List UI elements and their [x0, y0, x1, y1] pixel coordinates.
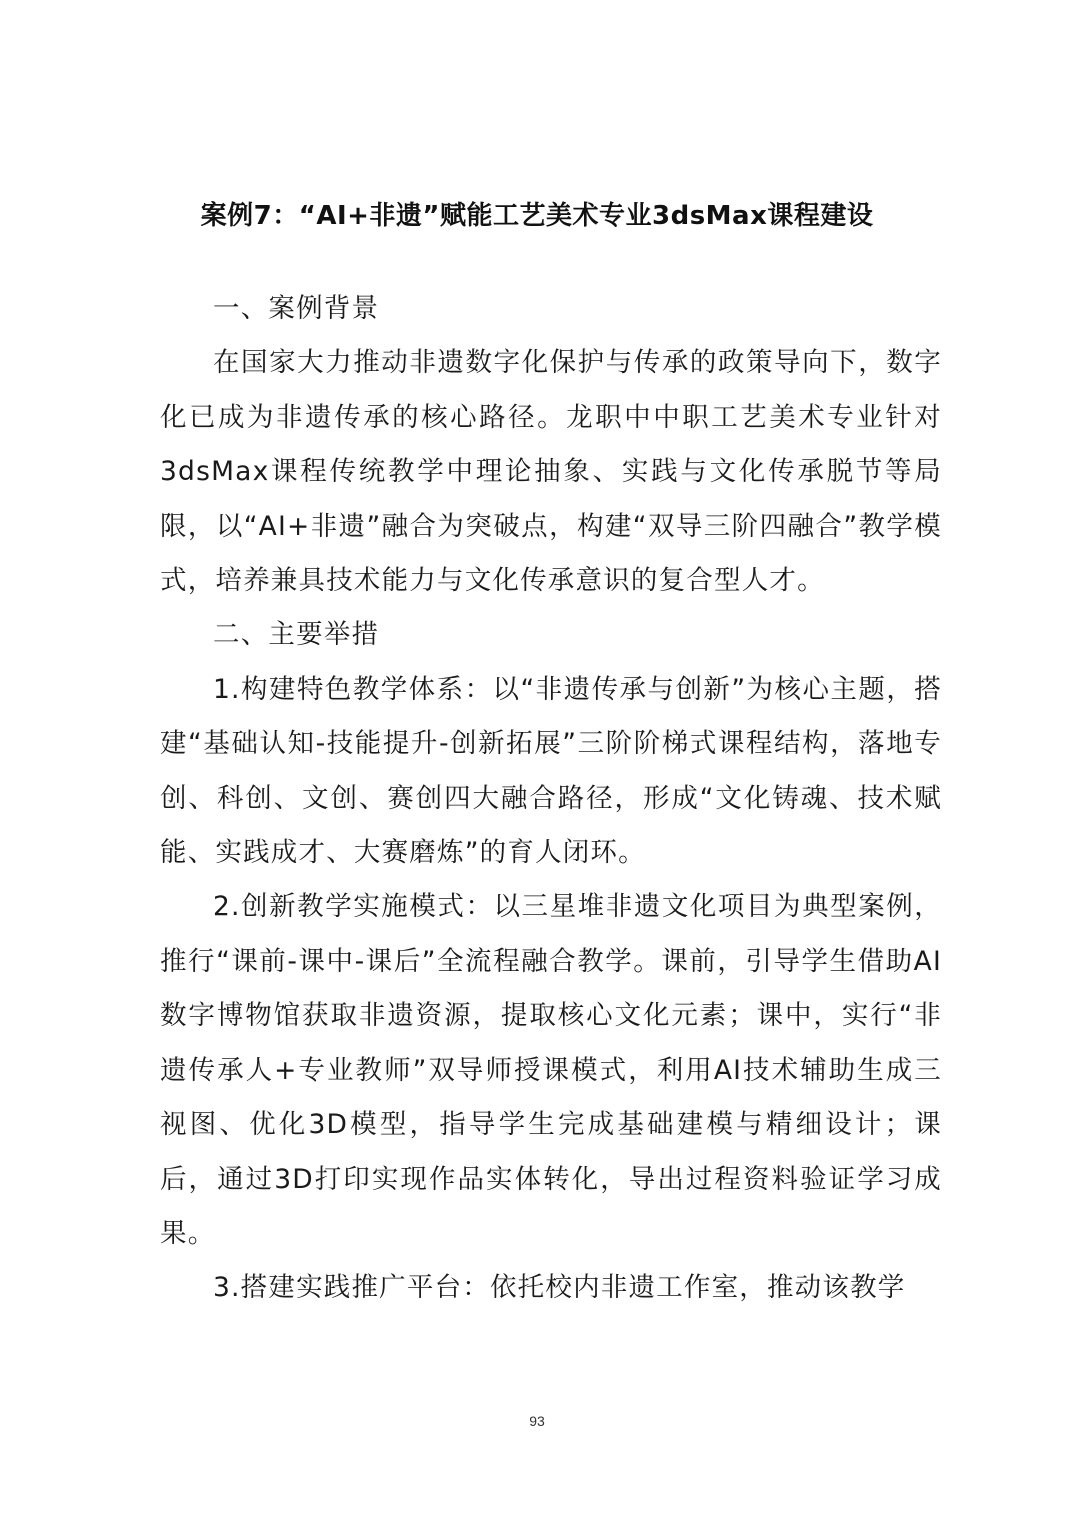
paragraph-measure-1: 1.构建特色教学体系：以“非遗传承与创新”为核心主题，搭建“基础认知-技能提升-创新拓展”三阶阶梯式课程结构，落地专创、科创、文创、赛创四大融合路径，形成“文化铸魂、技术赋能、实践成才、大赛磨炼”的育人闭环。: [160, 673, 942, 869]
document-body: [160, 282, 942, 1316]
page-number: 93: [529, 1413, 545, 1429]
paragraph-background: 在国家大力推动非遗数字化保护与传承的政策导向下，数字化已成为非遗传承的核心路径。龙职中中职工艺美术专业针对3dsMax课程传统教学中理论抽象、实践与文化传承脱节等局限，以“AI+非遗”融合为突破点，构建“双导三阶四融合”教学模式，培养兼具技术能力与文化传承意识的复合型人才。: [160, 347, 942, 597]
case-title: 案例7：“AI+非遗”赋能工艺美术专业3dsMax课程建设: [200, 201, 874, 231]
section-heading-background: 一、案例背景: [213, 293, 380, 324]
paragraph-measure-3: 3.搭建实践推广平台：依托校内非遗工作室，推动该教学: [213, 1272, 906, 1304]
paragraph-measure-2: 2.创新教学实施模式：以三星堆非遗文化项目为典型案例，推行“课前-课中-课后”全流程融合教学。课前，引导学生借助AI数字博物馆获取非遗资源，提取核心文化元素；课中，实行“非遗传承人+专业教师”双导师授课模式，利用AI技术辅助生成三视图、优化3D模型，指导学生完成基础建模与精细设计；课后，通过3D打印实现作品实体转化，导出过程资料验证学习成果。: [160, 891, 942, 1249]
section-heading-measures: 二、主要举措: [213, 619, 380, 651]
